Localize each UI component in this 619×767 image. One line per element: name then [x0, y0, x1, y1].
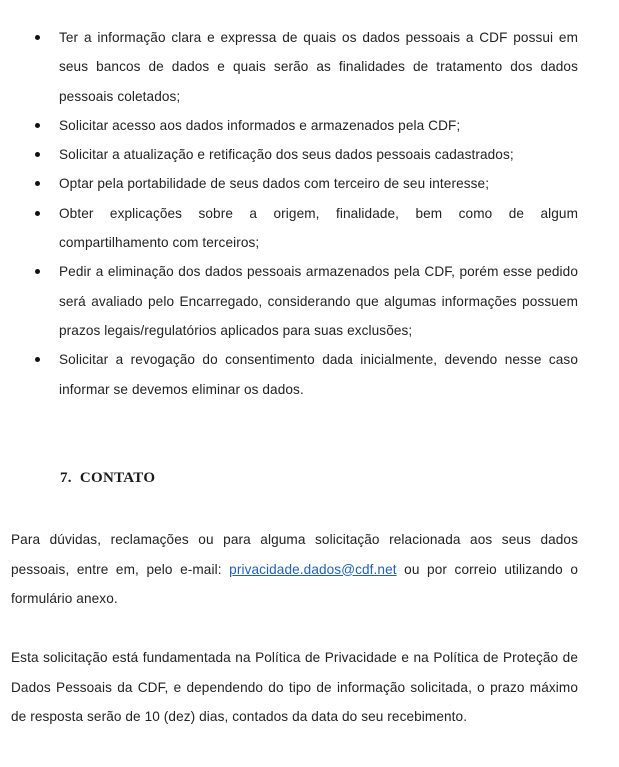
list-item [59, 345, 578, 404]
list-item-text: Solicitar a revogação do consentimento dada inicialmente, devendo nesse caso informar se devemos eliminar os dados. [59, 352, 578, 397]
section-heading-contato [60, 470, 155, 487]
list-item-text: Obter explicações sobre a origem, finalidade, bem como de algum compartilhamento com terceiros; [59, 205, 578, 251]
rights-bullet-list [59, 23, 578, 404]
bullet-icon [35, 181, 40, 186]
bullet-icon [35, 152, 40, 157]
section-number: 7. [60, 470, 72, 486]
list-item-text: Optar pela portabilidade de seus dados com terceiro de seu interesse; [59, 176, 490, 192]
contact-paragraph [11, 525, 578, 614]
bullet-icon [35, 269, 40, 274]
section-title: CONTATO [79, 470, 156, 486]
response-deadline-paragraph: Esta solicitação está fundamentada na Política de Privacidade e na Política de Proteção de Dados Pessoais da CDF, e dependendo do tipo de informação solicitada, o prazo máximo de resposta serão de 10 (dez) dias, contados da data do seu recebimento. [11, 650, 578, 724]
list-item-text: Ter a informação clara e expressa de quais os dados pessoais a CDF possui em seus bancos de dados e quais serão as finalidades de tratamento dos dados pessoais coletados; [59, 30, 578, 104]
bullet-icon [35, 123, 40, 128]
list-item-text: Pedir a eliminação dos dados pessoais armazenados pela CDF, porém esse pedido será avaliado pelo Encarregado, considerando que algumas informações possuem prazos legais/regulatórios aplicados para suas exclusões; [59, 264, 578, 338]
list-item [59, 140, 578, 169]
bullet-icon [35, 211, 40, 216]
contact-text-after-link: ou por correio utilizando o formulário anexo. [11, 561, 579, 606]
list-item [59, 199, 578, 258]
list-item-text: Solicitar acesso aos dados informados e armazenados pela CDF; [59, 117, 461, 133]
bullet-icon [35, 35, 40, 40]
list-item [59, 257, 578, 345]
list-item [59, 169, 578, 198]
list-item [59, 23, 578, 111]
list-item-text: Solicitar a atualização e retificação dos seus dados pessoais cadastrados; [59, 147, 514, 163]
bullet-icon [35, 357, 40, 362]
list-item [59, 111, 578, 140]
email-link[interactable]: privacidade.dados@cdf.net [229, 561, 397, 577]
contact-text-before-link: Para dúvidas, reclamações ou para alguma solicitação relacionada aos seus dados pessoais, entre em, pelo e-mail: [11, 532, 578, 577]
